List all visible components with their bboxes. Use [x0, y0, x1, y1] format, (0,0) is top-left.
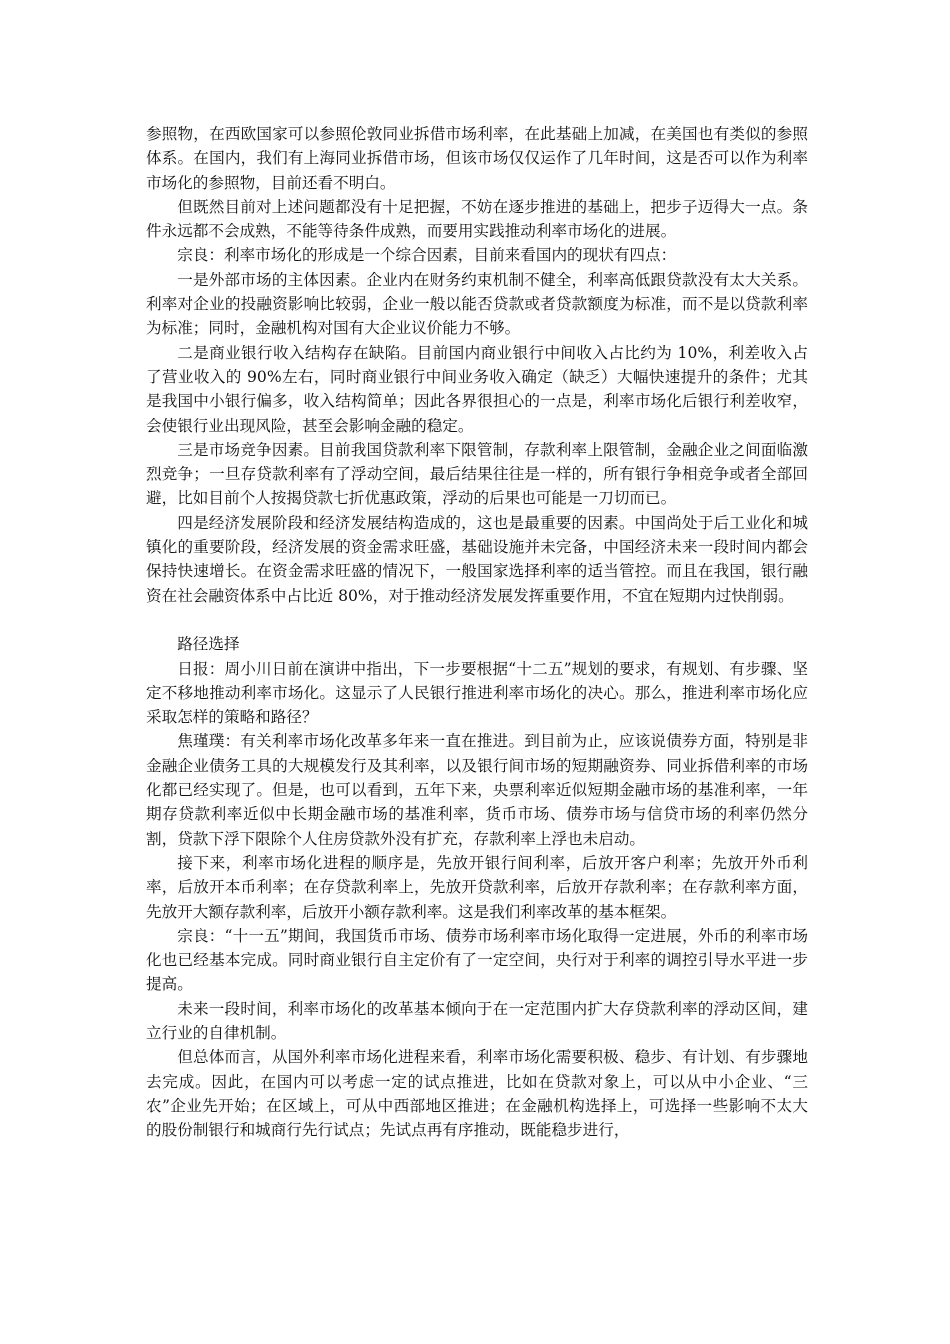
document-page — [146, 122, 808, 1142]
paragraph: 三是市场竞争因素。目前我国贷款利率下限管制，存款利率上限管制，金融企业之间面临激烈竞争；一旦存贷款利率有了浮动空间，最后结果往往是一样的，所有银行争相竞争或者全部回避，比如目前个人按揭贷款七折优惠政策，浮动的后果也可能是一刀切而已。 — [146, 440, 808, 508]
paragraph: 四是经济发展阶段和经济发展结构造成的，这也是最重要的因素。中国尚处于后工业化和城镇化的重要阶段，经济发展的资金需求旺盛，基础设施并未完备，中国经济未来一段时间内都会保持快速增长。在资金需求旺盛的情况下，一般国家选择利率的适当管控。而且在我国，银行融资在社会融资体系中占比近 80%，对于推动经济发展发挥重要作用，不宜在短期内过快削弱。 — [146, 513, 808, 605]
paragraph: 接下来，利率市场化进程的顺序是，先放开银行间利率，后放开客户利率；先放开外币利率，后放开本币利率；在存贷款利率上，先放开贷款利率，后放开存款利率；在存款利率方面，先放开大额存款利率，后放开小额存款利率。这是我们利率改革的基本框架。 — [146, 853, 808, 921]
paragraph: 宗良：利率市场化的形成是一个综合因素，目前来看国内的现状有四点： — [177, 246, 677, 265]
blank-line — [146, 608, 808, 632]
paragraph: 未来一段时间，利率市场化的改革基本倾向于在一定范围内扩大存贷款利率的浮动区间，建立行业的自律机制。 — [146, 999, 808, 1042]
paragraph: 焦瑾璞：有关利率市场化改革多年来一直在推进。到目前为止，应该说债券方面，特别是非金融企业债务工具的大规模发行及其利率，以及银行间市场的短期融资券、同业拆借利率的市场化都已经实现了。但是，也可以看到，五年下来，央票利率近似短期金融市场的基准利率，一年期存贷款利率近似中长期金融市场的基准利率，货币市场、债券市场与信贷市场的利率仍然分割，贷款下浮下限除个人住房贷款外没有扩充，存款利率上浮也未启动。 — [146, 732, 808, 848]
paragraph: 宗良：“十一五”期间，我国货币市场、债券市场利率市场化取得一定进展，外币的利率市场化也已经基本完成。同时商业银行自主定价有了一定空间，央行对于利率的调控引导水平进一步提高。 — [146, 926, 808, 994]
paragraph: 二是商业银行收入结构存在缺陷。目前国内商业银行中间收入占比约为 10%，利差收入占了营业收入的 90%左右，同时商业银行中间业务收入确定（缺乏）大幅快速提升的条件；尤其是我国中小银行偏多，收入结构简单；因此各界很担心的一点是，利率市场化后银行利差收窄，会使银行业出现风险，甚至会影响金融的稳定。 — [146, 343, 808, 435]
section-heading: 路径选择 — [177, 635, 240, 654]
paragraph: 但既然目前对上述问题都没有十足把握，不妨在逐步推进的基础上，把步子迈得大一点。条件永远都不会成熟，不能等待条件成熟，而要用实践推动利率市场化的进展。 — [146, 197, 808, 241]
paragraph: 参照物，在西欧国家可以参照伦敦同业拆借市场利率，在此基础上加减，在美国也有类似的参照体系。在国内，我们有上海同业拆借市场，但该市场仅仅运作了几年时间，这是否可以作为利率市场化的参照物，目前还看不明白。 — [146, 125, 808, 192]
paragraph: 但总体而言，从国外利率市场化进程来看，利率市场化需要积极、稳步、有计划、有步骤地去完成。因此，在国内可以考虑一定的试点推进，比如在贷款对象上，可以从中小企业、“三农”企业先开始；在区域上，可从中西部地区推进；在金融机构选择上，可选择一些影响不太大的股份制银行和城商行先行试点；先试点再有序推动，既能稳步进行， — [146, 1048, 808, 1140]
paragraph: 一是外部市场的主体因素。企业内在财务约束机制不健全，利率高低跟贷款没有太大关系。利率对企业的投融资影响比较弱，企业一般以能否贷款或者贷款额度为标准，而不是以贷款利率为标准；同时，金融机构对国有大企业议价能力不够。 — [146, 270, 808, 338]
paragraph: 日报：周小川日前在演讲中指出，下一步要根据“十二五”规划的要求，有规划、有步骤、坚定不移地推动利率市场化。这显示了人民银行推进利率市场化的决心。那么，推进利率市场化应采取怎样的策略和路径？ — [146, 659, 808, 727]
